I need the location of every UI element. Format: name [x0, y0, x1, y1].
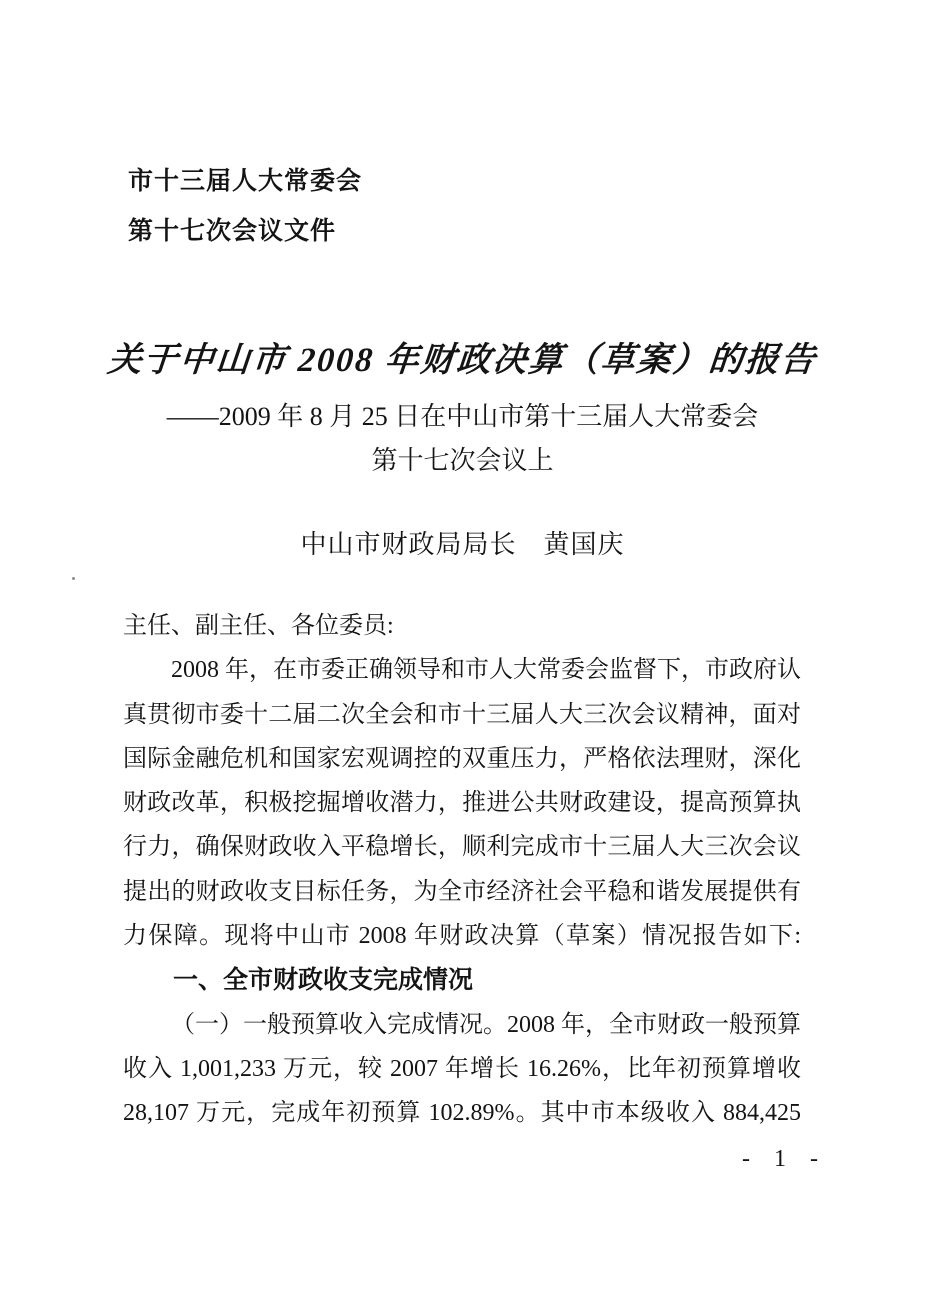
header-line-session: 第十七次会议文件 — [128, 217, 337, 245]
section-heading: 一、全市财政收支完成情况 — [173, 966, 474, 995]
speaker-line: 中山市财政局局长 黄国庆 — [300, 530, 625, 559]
meeting-header — [128, 156, 362, 256]
paragraph-line: 行力，确保财政收入平稳增长，顺利完成市十三届人大三次会议 — [123, 834, 801, 861]
paragraph-line: 2008 年，在市委正确领导和市人大常委会监督下，市政府认 — [171, 657, 801, 684]
paragraph-line: 提出的财政收支目标任务，为全市经济社会平稳和谐发展提供有 — [123, 878, 801, 905]
paragraph-line: 财政改革，积极挖掘增收潜力，推进公共财政建设，提高预算执 — [123, 790, 801, 817]
report-subtitle-date: ——2009 年 8 月 25 日在中山市第十三届人大常委会 — [166, 402, 759, 431]
paragraph-line: 收入 1,001,233 万元，较 2007 年增长 16.26%，比年初预算增收 — [123, 1055, 801, 1082]
salutation: 主任、副主任、各位委员: — [123, 613, 394, 639]
paragraph-line: （一）一般预算收入完成情况。2008 年，全市财政一般预算 — [171, 1011, 801, 1038]
paragraph-line: 真贯彻市委十二届二次全会和市十三届人大三次会议精神，面对 — [123, 701, 801, 728]
report-body — [123, 604, 801, 1136]
header-line-committee: 市十三届人大常委会 — [128, 167, 363, 195]
report-title: 关于中山市 2008 年财政决算（草案）的报告 — [106, 342, 819, 379]
report-subtitle-session: 第十七次会议上 — [371, 446, 554, 475]
scan-speck — [72, 577, 75, 580]
paragraph-line: 28,107 万元，完成年初预算 102.89%。其中市本级收入 884,425 — [123, 1100, 801, 1127]
paragraph-line: 力保障。现将中山市 2008 年财政决算（草案）情况报告如下: — [123, 923, 801, 950]
page-number: - 1 - — [742, 1146, 827, 1172]
paragraph-line: 国际金融危机和国家宏观调控的双重压力，严格依法理财，深化 — [123, 745, 801, 772]
